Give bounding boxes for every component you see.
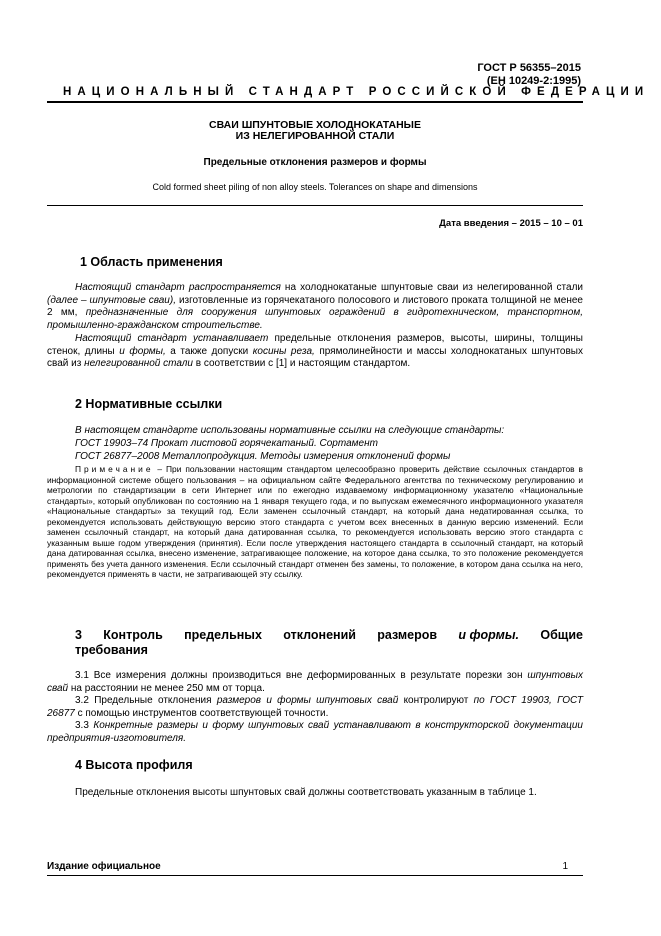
title-line-1: СВАИ ШПУНТОВЫЕ ХОЛОДНОКАТАНЫЕ	[209, 119, 421, 131]
gost-code-block	[477, 62, 581, 88]
normative-ref-2: ГОСТ 26877–2008 Металлопродукция. Методы измерения отклонений формы	[75, 451, 451, 462]
clause-3-1: 3.1 Все измерения должны производиться вне деформированных в результате порезки зон шпунтовых свай на расстоянии не менее 250 мм от торца.	[47, 670, 583, 694]
official-edition: Издание официальное	[47, 861, 161, 872]
introduction-date: Дата введения – 2015 – 10 – 01	[439, 218, 583, 229]
document-subtitle: Предельные отклонения размеров и формы	[203, 157, 427, 168]
section-1-paragraph-1: Настоящий стандарт распространяется на холоднокатаные шпунтовые сваи из нелегированной стали (далее – шпунтовые сваи), изготовленные из горячекатаного полосового и листового проката толщиной не менее 2 мм, предназначенные для сооружения шпунтовых ограждений в гидротехническом, транспортном, промышленно-гражданском строительстве.	[47, 282, 583, 331]
english-title: Cold formed sheet piling of non alloy steels. Tolerances on shape and dimensions	[152, 182, 478, 192]
gost-number: ГОСТ Р 56355–2015	[477, 62, 581, 74]
section-2-intro: В настоящем стандарте использованы нормативные ссылки на следующие стандарты:	[75, 425, 505, 436]
national-standard-banner: НАЦИОНАЛЬНЫЙ СТАНДАРТ РОССИЙСКОЙ ФЕДЕРАЦИИ	[63, 86, 650, 98]
section-4-heading: 4 Высота профиля	[75, 758, 193, 772]
clause-3-2: 3.2 Предельные отклонения размеров и формы шпунтовых свай контролируют по ГОСТ 19903, ГОСТ 26877 с помощью инструментов соответствующей точности.	[47, 695, 583, 719]
title-rule	[47, 205, 583, 206]
clause-3-3: 3.3 Конкретные размеры и форму шпунтовых свай устанавливают в конструкторской документации предприятия-изготовителя.	[47, 720, 583, 744]
section-4-paragraph: Предельные отклонения высоты шпунтовых свай должны соответствовать указанным в таблице 1.	[75, 787, 537, 798]
note-text: – При пользовании настоящим стандартом целесообразно проверить действие ссылочных стандартов в информационной системе общего пользования – на официальном сайте Федерального агентства по техническому регулированию и метрологии по стандартизации в сети Интернет или по ежегодно издаваемому информационному указателю «Национальные стандарты», который опубликован по состоянию на 1 января текущего года, и по выпускам ежемесячного информационного указателя «Национальные стандарты» за текущий год. Если заменен ссылочный стандарт, на который дана недатированная ссылка, то рекомендуется использовать действующую версию этого стандарта с учетом всех внесенных в данную версию изменений. Если заменен ссылочный стандарт, на который дана датированная ссылка, то рекомендуется использовать версию этого стандарта с указанным выше годом утверждения (принятия). Если после утверждения настоящего стандарта в ссылочный стандарт, на который дана датированная ссылка, внесено изменение, затрагивающее положение, на которое дана ссылка, то это положение рекомендуется применять без учета данного изменения. Если ссылочный стандарт отменен без замены, то положение, в котором дана ссылка на него, рекомендуется применять в части, не затрагивающей эту ссылку.	[47, 464, 583, 579]
page-number: 1	[562, 861, 568, 872]
section-3-heading: 3 Контроль предельных отклонений размеров и формы. Общие требования	[75, 628, 583, 657]
section-2-heading: 2 Нормативные ссылки	[75, 397, 223, 411]
section-1-heading: 1 Область применения	[80, 255, 223, 269]
note-label: Примечание	[75, 464, 154, 474]
en-reference: (EH 10249-2:1995)	[486, 75, 581, 87]
section-1-paragraph-2: Настоящий стандарт устанавливает предельные отклонения размеров, высоты, ширины, толщины стенок, длины и формы, а также допуски косины реза, прямолинейности и массы холоднокатаных шпунтовых свай из нелегированной стали в соответствии с [1] и настоящим стандартом.	[47, 333, 583, 369]
section-2-note	[47, 464, 583, 580]
header-rule	[47, 101, 583, 103]
normative-ref-1: ГОСТ 19903–74 Прокат листовой горячекатаный. Сортамент	[75, 438, 378, 449]
document-title	[47, 120, 583, 142]
title-line-2: ИЗ НЕЛЕГИРОВАННОЙ СТАЛИ	[235, 130, 395, 142]
footer-rule	[47, 875, 583, 876]
